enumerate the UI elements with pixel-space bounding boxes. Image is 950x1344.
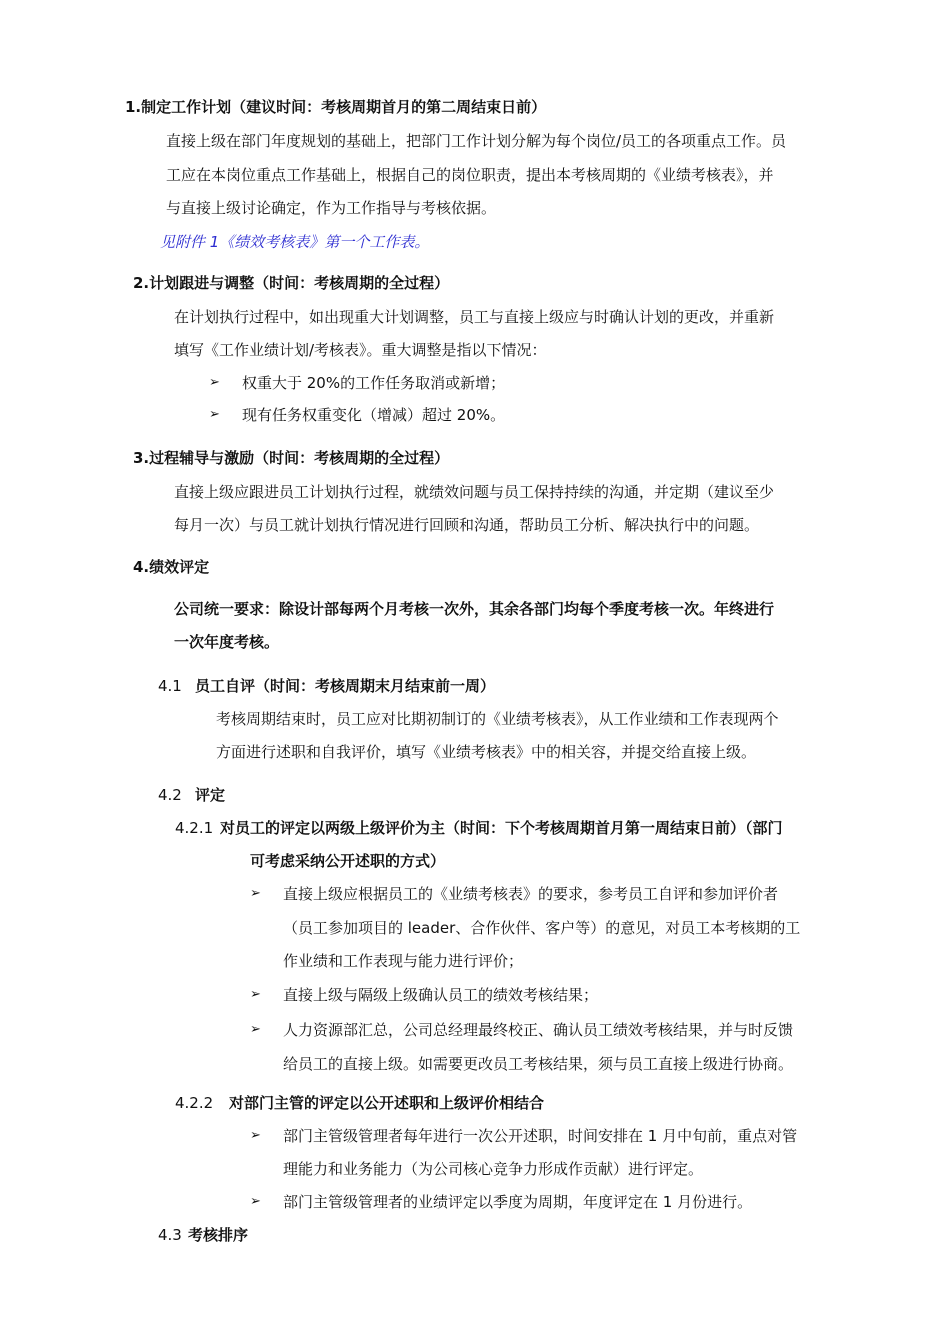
section-2-bullet: 权重大于 20%的工作任务取消或新增； [242,374,506,392]
section-4-2-1-bullet-line: 给员工的直接上级。如需要更改员工考核结果，须与员工直接上级进行协商。 [283,1055,794,1073]
bullet-arrow-icon: ➢ [209,375,220,390]
bullet-arrow-icon: ➢ [250,1022,261,1037]
section-4-2-1-bullet-line: 直接上级应根据员工的《业绩考核表》的要求，参考员工自评和参加评价者 [283,885,779,903]
section-4-2-1-title-line: 可考虑采纳公开述职的方式） [250,852,446,870]
section-4-1-para-line: 方面进行述职和自我评价，填写《业绩考核表》中的相关容，并提交给直接上级。 [216,743,757,761]
section-4-1-para-line: 考核周期结束时，员工应对比期初制订的《业绩考核表》，从工作业绩和工作表现两个 [216,710,779,728]
section-4-2-2-bullet-line: 理能力和业务能力（为公司核心竞争力形成作贡献）进行评定。 [283,1160,704,1178]
section-4-title: 4.绩效评定 [133,558,210,576]
section-4-2-1-bullet-line: 作业绩和工作表现与能力进行评价； [283,952,524,970]
section-4-2-2-bullet-line: 部门主管级管理者的业绩评定以季度为周期，年度评定在 1 月份进行。 [283,1193,753,1211]
section-1-title: 1.制定工作计划（建议时间：考核周期首月的第二周结束日前） [125,98,547,116]
section-1-para-line: 与直接上级讨论确定，作为工作指导与考核依据。 [166,199,497,217]
section-2-para-line: 在计划执行过程中，如出现重大计划调整，员工与直接上级应与时确认计划的更改，并重新 [174,308,775,326]
section-3-title: 3.过程辅导与激励（时间：考核周期的全过程） [133,449,450,467]
bullet-arrow-icon: ➢ [209,407,220,422]
section-4-3-title: 考核排序 [188,1226,249,1244]
section-3-para-line: 直接上级应跟进员工计划执行过程，就绩效问题与员工保持持续的沟通，并定期（建议至少 [174,483,775,501]
section-4-2-2-number: 4.2.2 [175,1094,214,1112]
section-4-2-1-bullet-line: 人力资源部汇总，公司总经理最终校正、确认员工绩效考核结果，并与时反馈 [283,1021,794,1039]
company-requirement-line: 公司统一要求：除设计部每两个月考核一次外，其余各部门均每个季度考核一次。年终进行 [174,600,775,618]
company-requirement-line: 一次年度考核。 [174,633,280,651]
bullet-arrow-icon: ➢ [250,1128,261,1143]
section-4-2-1-bullet-line: （员工参加项目的 leader、合作伙伴、客户等）的意见，对员工本考核期的工 [283,919,801,937]
attachment-link[interactable]: 见附件 1《绩效考核表》第一个工作表。 [160,233,430,251]
bullet-arrow-icon: ➢ [250,987,261,1002]
section-2-para-line: 填写《工作业绩计划/考核表》。重大调整是指以下情况： [174,341,547,359]
section-4-2-number: 4.2 [158,786,182,804]
section-2-bullet: 现有任务权重变化（增减）超过 20%。 [242,406,506,424]
section-1-para-line: 直接上级在部门年度规划的基础上，把部门工作计划分解为每个岗位/员工的各项重点工作。员 [166,132,787,150]
section-1-para-line: 工应在本岗位重点工作基础上，根据自己的岗位职责，提出本考核周期的《业绩考核表》，并 [166,166,774,184]
bullet-arrow-icon: ➢ [250,886,261,901]
section-4-2-2-bullet-line: 部门主管级管理者每年进行一次公开述职，时间安排在 1 月中旬前，重点对管 [283,1127,798,1145]
section-4-3-number: 4.3 [158,1226,182,1244]
section-4-2-2-title: 对部门主管的评定以公开述职和上级评价相结合 [229,1094,545,1112]
section-4-2-1-number: 4.2.1 [175,819,214,837]
section-4-2-1-title-line: 对员工的评定以两级上级评价为主（时间：下个考核周期首月第一周结束日前）（部门 [220,819,783,837]
section-4-1-title: 员工自评（时间：考核周期末月结束前一周） [195,677,496,695]
section-2-title: 2.计划跟进与调整（时间：考核周期的全过程） [133,274,450,292]
section-4-2-1-bullet-line: 直接上级与隔级上级确认员工的绩效考核结果； [283,986,599,1004]
section-3-para-line: 每月一次）与员工就计划执行情况进行回顾和沟通，帮助员工分析、解决执行中的问题。 [174,516,760,534]
bullet-arrow-icon: ➢ [250,1194,261,1209]
section-4-1-number: 4.1 [158,677,182,695]
section-4-2-title: 评定 [195,786,226,804]
